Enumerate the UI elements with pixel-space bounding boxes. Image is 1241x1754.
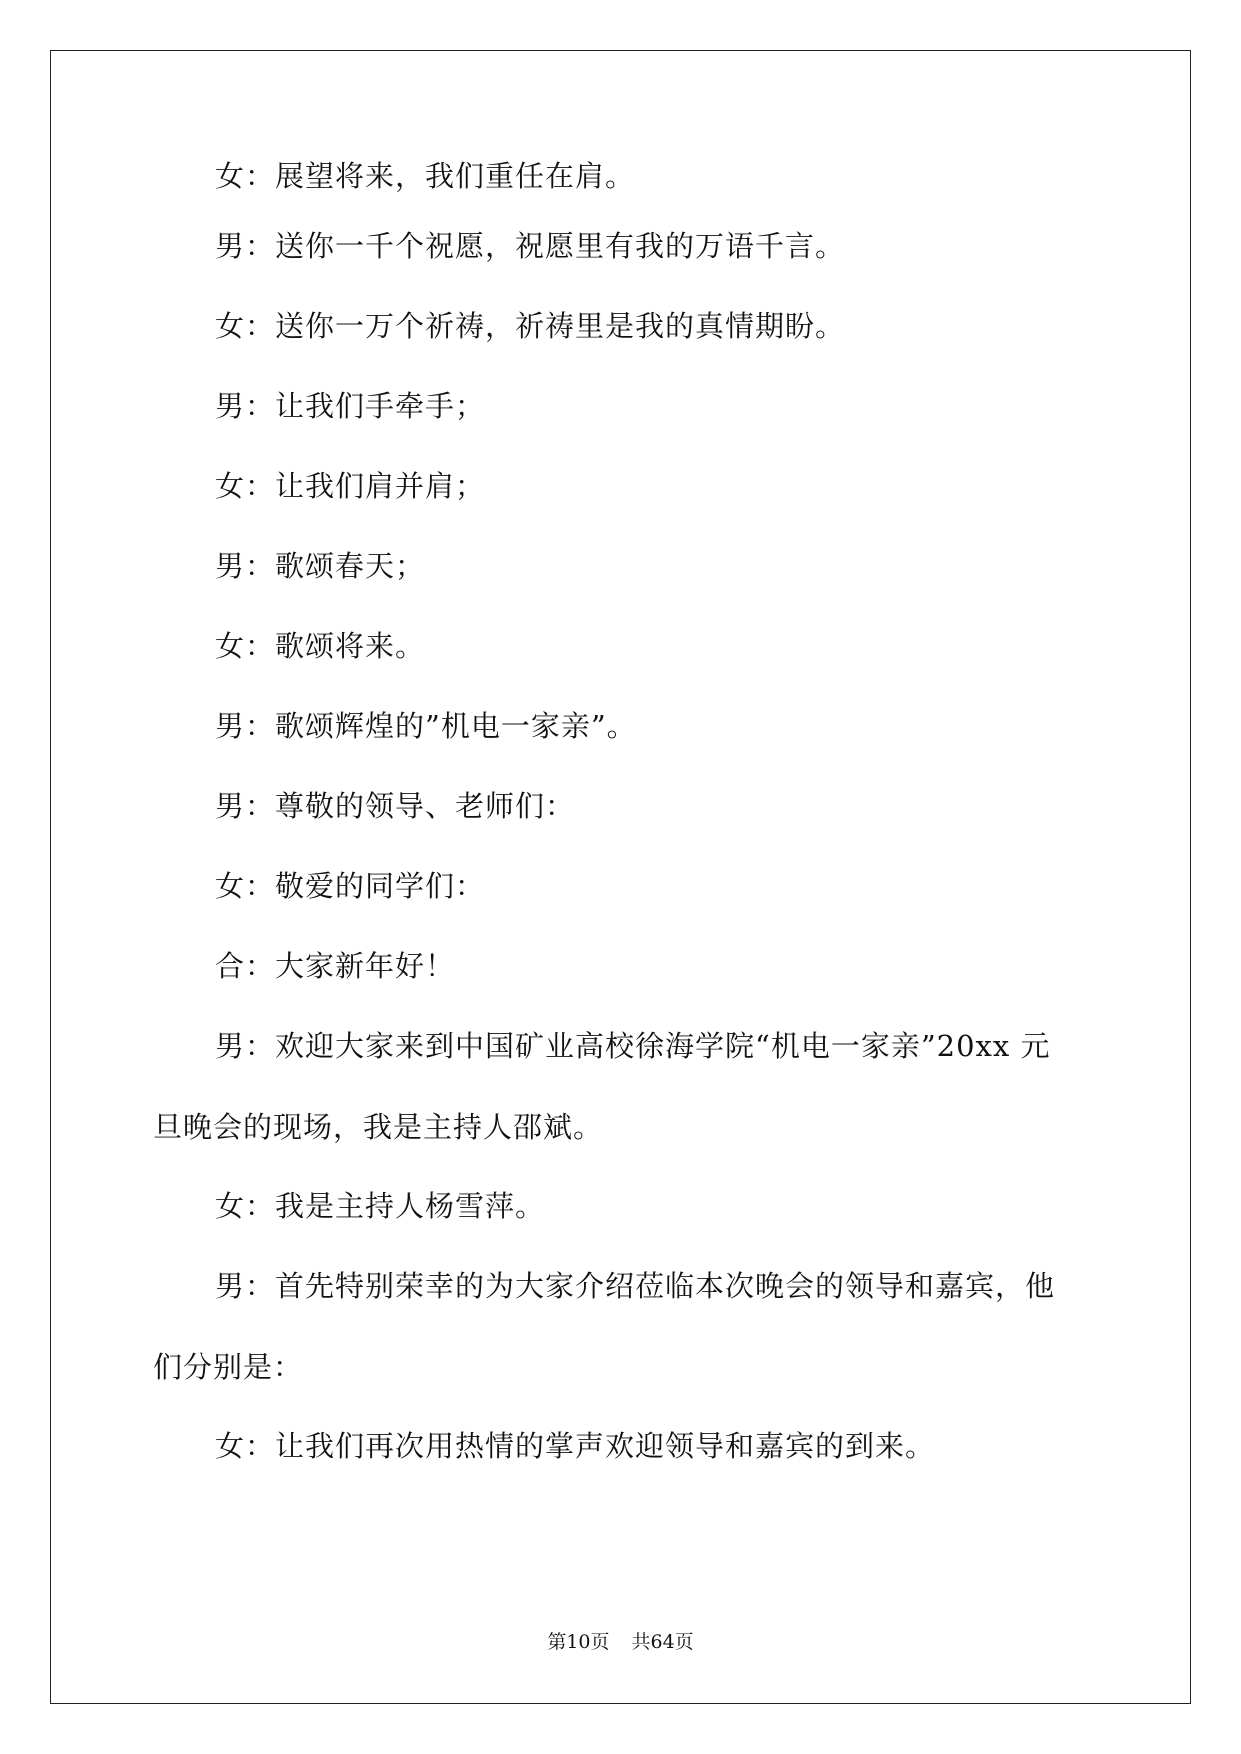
paragraph-line: 女：让我们肩并肩；: [215, 469, 486, 503]
paragraph: [153, 389, 1090, 423]
page-footer: [0, 1632, 1241, 1652]
paragraph: [153, 309, 1090, 343]
paragraph-line: 女：敬爱的同学们：: [215, 869, 486, 903]
paragraph: [153, 1029, 1090, 1144]
paragraph: [153, 469, 1090, 503]
paragraph-line: 男：欢迎大家来到中国矿业高校徐海学院“机电一家亲”20xx 元: [215, 1029, 1051, 1063]
paragraph-line: 女：歌颂将来。: [215, 629, 426, 663]
paragraph: [153, 159, 1090, 193]
paragraph-line: 男：歌颂春天；: [215, 549, 426, 583]
page-number: 第10页: [547, 1631, 610, 1653]
paragraph-line: 男：尊敬的领导、老师们：: [215, 789, 576, 823]
paragraph-line: 男：首先特别荣幸的为大家介绍莅临本次晚会的领导和嘉宾，他: [215, 1269, 1056, 1303]
paragraph: [153, 549, 1090, 583]
paragraph-line: 们分别是：: [153, 1350, 304, 1384]
paragraph-line: 合：大家新年好！: [215, 949, 456, 983]
paragraph-line: 男：歌颂辉煌的”机电一家亲”。: [215, 709, 637, 743]
paragraph: [153, 1269, 1090, 1384]
paragraph-line: 女：让我们再次用热情的掌声欢迎领导和嘉宾的到来。: [215, 1429, 936, 1463]
paragraph-line: 女：我是主持人杨雪萍。: [215, 1189, 546, 1223]
page-total: 共64页: [631, 1631, 694, 1653]
paragraph-line: 女：展望将来，我们重任在肩。: [215, 159, 636, 193]
paragraph-line: 旦晚会的现场，我是主持人邵斌。: [153, 1110, 604, 1144]
paragraph: [153, 629, 1090, 663]
paragraph-line: 男：让我们手牵手；: [215, 389, 486, 423]
paragraph-line: 女：送你一万个祈祷，祈祷里是我的真情期盼。: [215, 309, 846, 343]
paragraph: [153, 1429, 1090, 1463]
paragraph: [153, 869, 1090, 903]
paragraph-line: 男：送你一千个祝愿，祝愿里有我的万语千言。: [215, 229, 846, 263]
paragraph: [153, 949, 1090, 983]
paragraph: [153, 229, 1090, 263]
paragraph: [153, 1189, 1090, 1223]
paragraph: [153, 709, 1090, 743]
paragraph: [153, 789, 1090, 823]
